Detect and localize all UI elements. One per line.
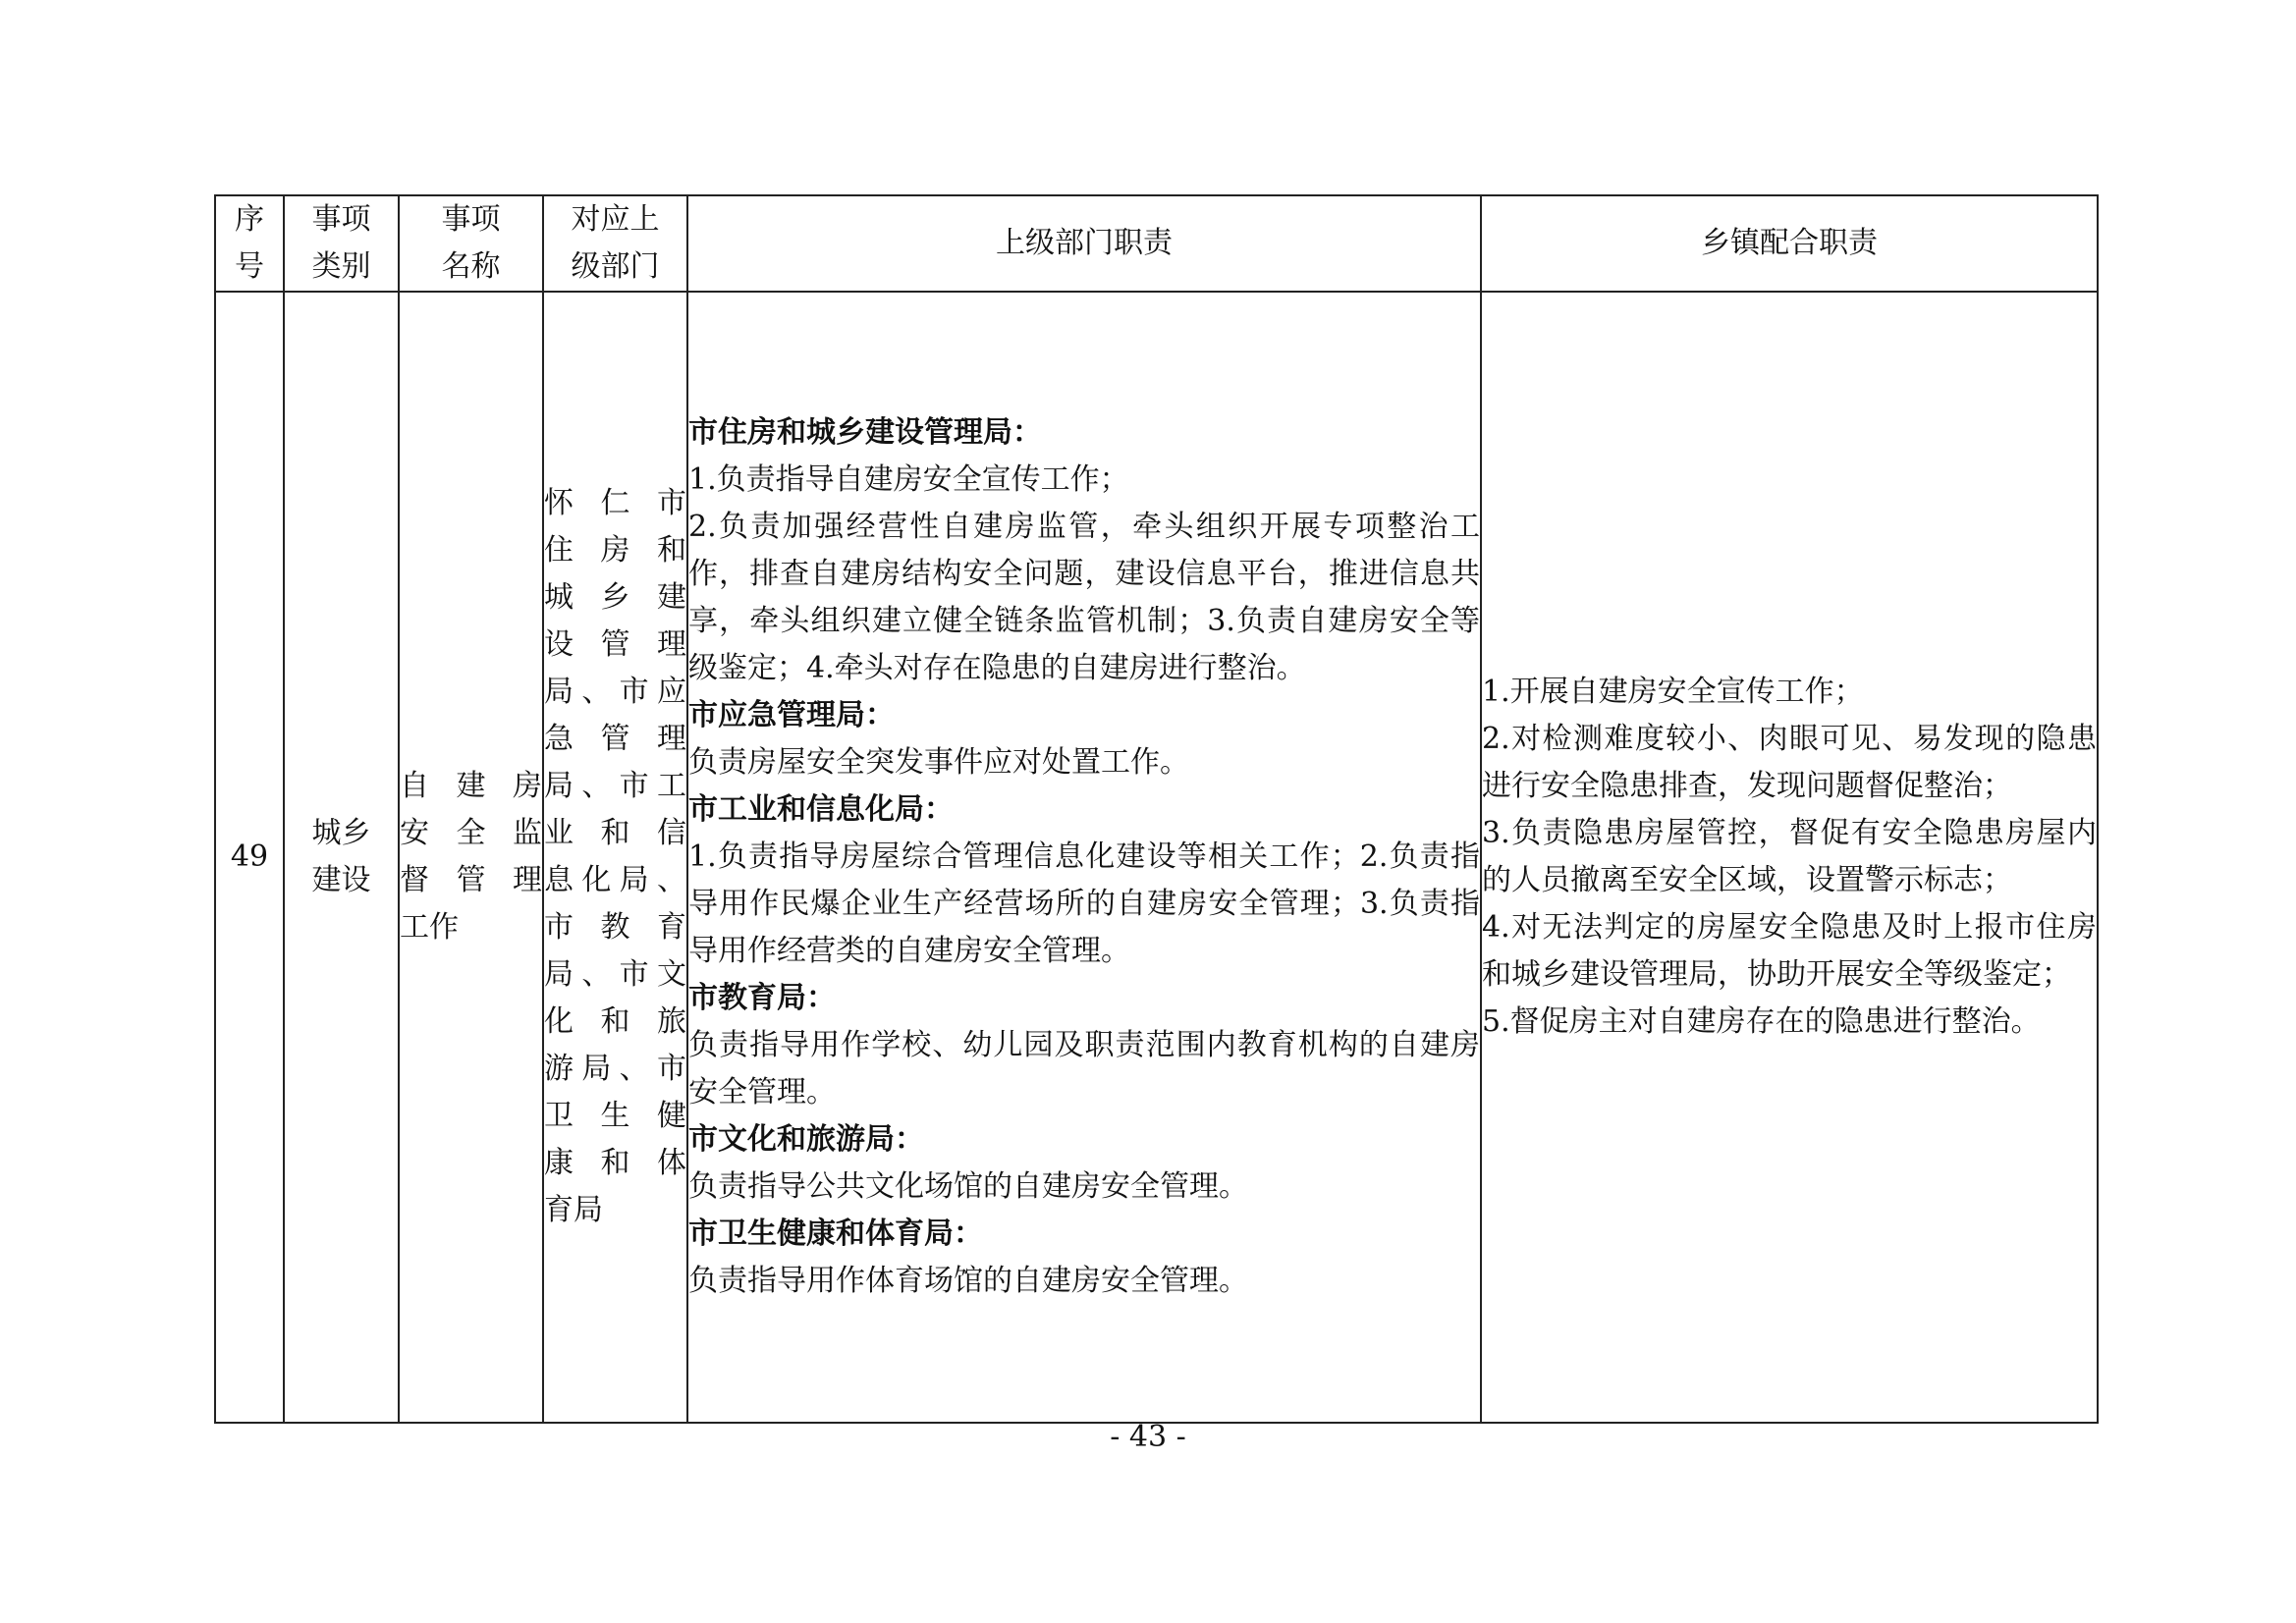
duty-section-title: 市教育局：	[688, 981, 836, 1015]
cell-dept	[543, 292, 687, 1423]
name-line: 安全监	[400, 816, 542, 850]
dept-line: 设管理	[544, 627, 686, 662]
name-line: 自建房	[400, 769, 542, 803]
dept-line: 息化局、	[544, 863, 686, 897]
duty-section-text: 负责指导公共文化场馆的自建房安全管理。	[688, 1169, 1248, 1204]
dept-line: 急管理	[544, 722, 686, 756]
cell-category: 城乡 建设	[284, 292, 399, 1423]
coop-item: 5.督促房主对自建房存在的隐患进行整治。	[1482, 1004, 2041, 1039]
dept-line: 化和旅	[544, 1004, 686, 1039]
page-number: - 43 -	[1110, 1420, 1186, 1454]
dept-line: 住房和	[544, 533, 686, 568]
name-line: 督管理	[400, 863, 542, 897]
duty-section-title: 市文化和旅游局：	[688, 1122, 924, 1157]
cell-duties	[687, 292, 1481, 1423]
duty-section-text: 负责指导用作体育场馆的自建房安全管理。	[688, 1264, 1248, 1298]
duty-section-title: 市住房和城乡建设管理局：	[688, 415, 1042, 450]
coop-item: 4.对无法判定的房屋安全隐患及时上报市住房和城乡建设管理局，协助开展安全等级鉴定；	[1482, 910, 2097, 992]
duty-section-title: 市卫生健康和体育局：	[688, 1217, 983, 1251]
header-dept: 对应上 级部门	[543, 195, 687, 292]
cell-seq: 49	[215, 292, 284, 1423]
cell-name	[399, 292, 543, 1423]
header-duties: 上级部门职责	[687, 195, 1481, 292]
dept-line: 怀仁市	[544, 486, 686, 520]
coop-item: 3.负责隐患房屋管控，督促有安全隐患房屋内的人员撤离至安全区域，设置警示标志；	[1482, 816, 2097, 897]
dept-line: 城乡建	[544, 580, 686, 615]
dept-line: 育局	[544, 1193, 603, 1227]
cell-coop	[1481, 292, 2098, 1423]
dept-line: 康和体	[544, 1146, 686, 1180]
name-line: 工作	[400, 910, 459, 945]
dept-line: 市教育	[544, 910, 686, 945]
header-seq: 序 号	[215, 195, 284, 292]
dept-line: 业和信	[544, 816, 686, 850]
dept-line: 游局、市	[544, 1052, 686, 1086]
duty-section-title: 市应急管理局：	[688, 698, 895, 732]
header-coop: 乡镇配合职责	[1481, 195, 2098, 292]
header-name: 事项 名称	[399, 195, 543, 292]
header-category: 事项 类别	[284, 195, 399, 292]
duty-section-text: 负责指导用作学校、幼儿园及职责范围内教育机构的自建房安全管理。	[688, 1028, 1480, 1109]
dept-line: 卫生健	[544, 1099, 686, 1133]
duty-section-text: 1.负责指导自建房安全宣传工作； 2.负责加强经营性自建房监管，牵头组织开展专项整治工作，排查自建房结构安全问题，建设信息平台，推进信息共享，牵头组织建立健全链条监管机制；3.负责自建房安全等级鉴定；4.牵头对存在隐患的自建房进行整治。	[688, 462, 1480, 685]
duty-section-text: 负责房屋安全突发事件应对处置工作。	[688, 745, 1189, 780]
coop-item: 2.对检测难度较小、肉眼可见、易发现的隐患进行安全隐患排查，发现问题督促整治；	[1482, 722, 2097, 803]
responsibility-table	[214, 194, 2099, 1424]
header-row	[215, 195, 2098, 292]
dept-line: 局、市应	[544, 675, 686, 709]
coop-item: 1.开展自建房安全宣传工作；	[1482, 675, 1864, 709]
duty-section-text: 1.负责指导房屋综合管理信息化建设等相关工作；2.负责指导用作民爆企业生产经营场所的自建房安全管理；3.负责指导用作经营类的自建房安全管理。	[688, 839, 1480, 968]
table-row	[215, 292, 2098, 1423]
duty-section-title: 市工业和信息化局：	[688, 792, 954, 827]
dept-line: 局、市工	[544, 769, 686, 803]
dept-line: 局、市文	[544, 957, 686, 992]
